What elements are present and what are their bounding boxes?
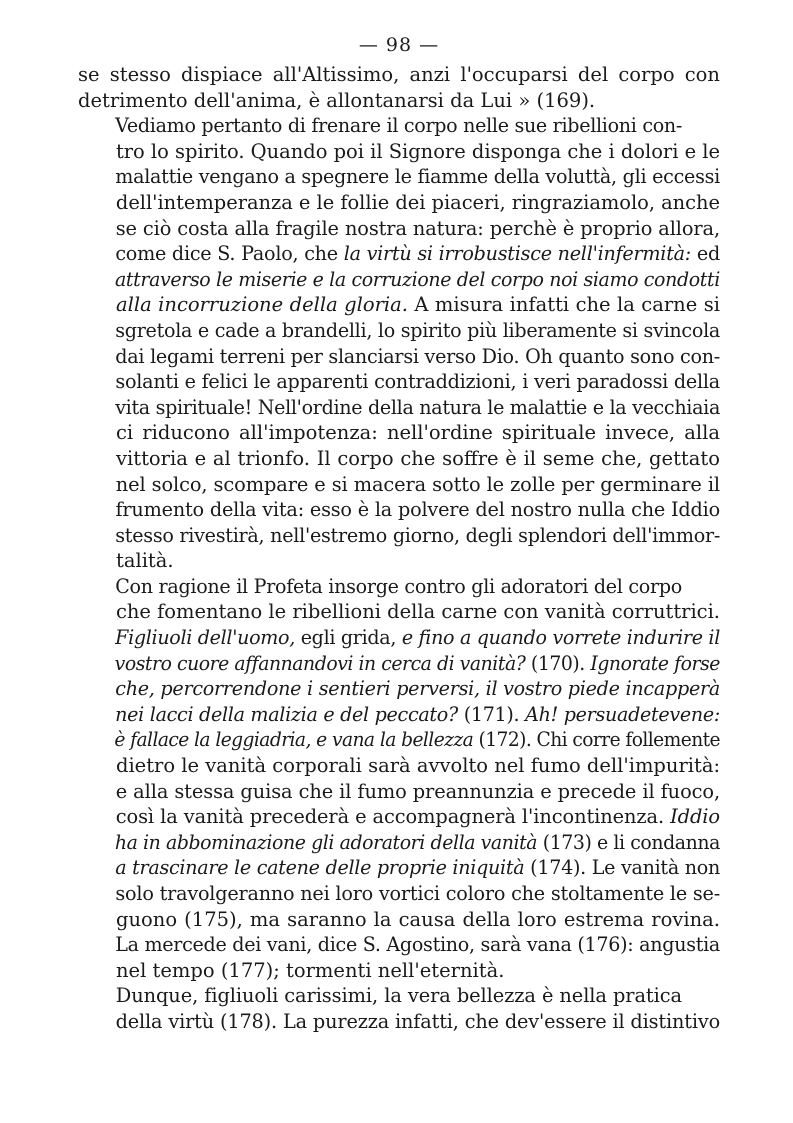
text-line [78,958,720,984]
text-run: Vediamo pertanto di frenare il corpo nelle sue ribellioni con- [115,114,683,138]
text-line [78,497,720,523]
text-line [78,983,716,1009]
text-run: (171). [457,702,526,726]
text-run: tro lo spirito. Quando poi il Signore disponga che i dolori e le [115,139,720,163]
italic-text: vostro cuore affannandovi in cerca di vanità? [114,651,526,675]
text-line [78,676,721,702]
text-run: guono (175), ma saranno la causa della loro estrema rovina. [116,907,720,931]
book-page [78,30,720,1035]
text-line [78,139,719,165]
text-run: talità. [116,549,174,573]
text-line [78,164,720,190]
text-line [78,804,720,830]
italic-text: è fallace la leggiadria, e vana la bellezza [114,728,474,752]
text-run: e alla stessa guisa che il fumo preannunzia e precede il fuoco, [115,779,721,803]
italic-text: attraverso le miserie e la corruzione del corpo noi siamo condotti [114,267,720,291]
italic-text: e fino a quando vorrete indurire il [401,626,721,650]
italic-text: nei lacci della malizia e del peccato? [115,702,458,726]
text-run: frumento della vita: esso è la polvere del nostro nulla che Iddio [115,498,720,522]
text-line [78,216,721,242]
text-run: solo travolgeranno nei loro vortici coloro che stoltamente le se- [115,882,720,905]
text-run: come dice S. Paolo, che [115,242,344,266]
text-line [78,318,721,344]
text-line [78,1009,721,1035]
text-line [78,599,719,625]
text-run: stesso rivestirà, nell'estremo giorno, degli splendori dell'immor- [115,523,721,547]
paragraph [78,113,720,574]
text-line [78,395,721,421]
text-line [78,241,720,267]
text-run: se ciò costa alla fragile nostra natura: perchè è proprio allora, [115,216,721,240]
italic-text: Figliuoli dell'uomo, [115,626,295,650]
body-text [78,62,720,1035]
text-line [78,420,720,446]
text-run: vittoria e al trionfo. Il corpo che soffre è il seme che, gettato [116,446,720,470]
text-line [78,907,720,933]
text-run: Con ragione il Profeta insorge contro gli adoratori del corpo [115,574,682,598]
text-run: della virtù (178). La purezza infatti, che dev'essere il distintivo [115,1009,721,1033]
text-line [78,548,720,574]
text-run: solanti e felici le apparenti contraddizioni, i veri paradossi della [115,370,721,394]
text-run: se stesso dispiace all'Altissimo, anzi l'occuparsi del corpo con [78,63,720,86]
text-line [78,855,720,881]
text-line [78,881,720,907]
text-line [78,625,721,651]
text-run: Dunque, figliuoli carissimi, la vera bellezza è nella pratica [115,984,683,1008]
text-run: malattie vengano a spegnere le fiamme della voluttà, gli eccessi [115,165,720,189]
text-run: sgretola e cade a brandelli, lo spirito più liberamente si svincola [115,318,721,342]
text-line [78,113,706,139]
paragraph [78,983,720,1034]
text-run: (174). Le vanità non [524,856,720,880]
text-run: dietro le vanità corporali sarà avvolto nel fumo dell'impurità: [115,754,721,778]
italic-text: Ah! persuadetevene: [525,702,720,726]
text-line [78,344,721,370]
text-line [78,292,720,318]
page-number: — 98 — [358,34,440,56]
text-line [78,446,720,472]
italic-text: Iddio [670,805,720,829]
text-line [78,932,721,958]
text-run: dai legami terreni per slanciarsi verso Dio. Oh quanto sono con- [115,344,721,368]
text-run: vita spirituale! Nell'ordine della natura le malattie e la vecchiaia [115,395,721,419]
text-run: (170). [525,651,591,675]
text-line [78,88,720,114]
text-run: (172). Chi corre follemente [473,728,721,752]
text-run: dell'intemperanza e le follie dei piaceri, ringraziamolo, anche [115,190,720,214]
text-run: che fomentano le ribellioni della carne con vanità corruttrici. [115,600,720,624]
text-line [78,779,721,805]
text-run: ci riducono all'impotenza: nell'ordine spirituale invece, alla [116,421,720,445]
text-line [78,523,721,549]
text-run: A misura infatti che la carne si [407,293,720,317]
text-run: egli grida, [294,626,402,650]
text-run: La mercede dei vani, dice S. Agostino, sarà vana (176): angustia [115,933,721,957]
text-line [78,472,721,498]
italic-text: Ignorate forse [590,651,720,675]
italic-text: ha in abbominazione gli adoratori della vanità [114,830,538,854]
text-line [78,267,720,293]
text-line [78,62,720,88]
italic-text: a trascinare le catene delle proprie iniquità [115,856,525,880]
text-line [78,651,720,677]
text-run: nel tempo (177); tormenti nell'eternità. [116,958,505,982]
paragraph [78,62,720,113]
italic-text: la virtù si irrobustisce nell'infermità: [343,242,692,266]
text-line [78,369,721,395]
text-line [78,702,720,728]
text-line [78,190,719,216]
italic-text: che, percorrendone i sentieri perversi, il vostro piede incapperà [115,677,721,701]
text-run: così la vanità precederà e accompagnerà l'incontinenza. [115,805,671,829]
text-line [78,753,720,779]
text-run: detrimento dell'anima, è allontanarsi da Lui » (169). [78,88,596,112]
text-run: (173) e li condanna [537,830,721,854]
text-line [78,830,721,856]
text-run: ed [691,242,720,266]
paragraph [78,574,720,984]
text-line [78,574,706,600]
text-run: nel solco, scompare e si macera sotto le zolle per germinare il [115,472,721,496]
italic-text: alla incorruzione della gloria. [116,293,408,317]
text-line [78,727,721,753]
